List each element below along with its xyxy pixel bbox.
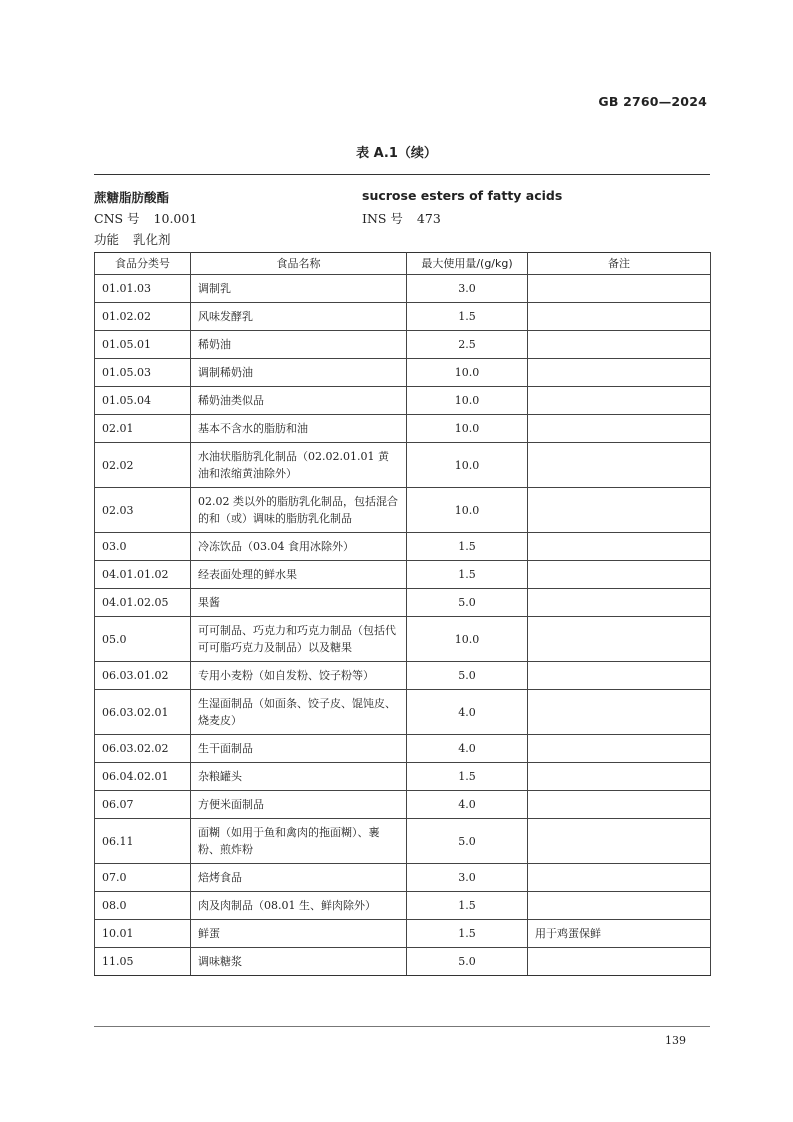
table-row: [95, 864, 711, 892]
table-row: [95, 690, 711, 735]
remarks: [528, 331, 711, 359]
table-row: [95, 617, 711, 662]
food-name: 肉及肉制品（08.01 生、鲜肉除外）: [191, 892, 407, 920]
remarks: [528, 662, 711, 690]
food-name: 基本不含水的脂肪和油: [191, 415, 407, 443]
food-name: 焙烤食品: [191, 864, 407, 892]
remarks: [528, 359, 711, 387]
food-category-code: 07.0: [95, 864, 191, 892]
food-category-code: 03.0: [95, 533, 191, 561]
max-usage: 10.0: [407, 415, 528, 443]
food-name: 果酱: [191, 589, 407, 617]
table-row: [95, 303, 711, 331]
remarks: [528, 561, 711, 589]
food-name: 风味发酵乳: [191, 303, 407, 331]
food-category-code: 10.01: [95, 920, 191, 948]
food-category-code: 06.04.02.01: [95, 763, 191, 791]
max-usage: 4.0: [407, 791, 528, 819]
cns-label: CNS 号: [94, 211, 140, 226]
table-row: [95, 735, 711, 763]
cns-value: 10.001: [153, 211, 198, 226]
header-max-usage: 最大使用量/(g/kg): [407, 253, 528, 275]
max-usage: 10.0: [407, 443, 528, 488]
table-row: [95, 561, 711, 589]
food-name: 杂粮罐头: [191, 763, 407, 791]
remarks: [528, 735, 711, 763]
food-category-code: 04.01.02.05: [95, 589, 191, 617]
food-category-code: 11.05: [95, 948, 191, 976]
additive-name-cn: 蔗糖脂肪酸酯: [94, 190, 170, 205]
table-row: [95, 763, 711, 791]
remarks: [528, 589, 711, 617]
table-row: [95, 533, 711, 561]
food-category-code: 06.03.02.01: [95, 690, 191, 735]
usage-table: [94, 252, 711, 976]
max-usage: 4.0: [407, 735, 528, 763]
max-usage: 10.0: [407, 617, 528, 662]
remarks: [528, 387, 711, 415]
food-category-code: 02.01: [95, 415, 191, 443]
max-usage: 5.0: [407, 589, 528, 617]
remarks: [528, 819, 711, 864]
max-usage: 10.0: [407, 359, 528, 387]
food-name: 调味糖浆: [191, 948, 407, 976]
food-name: 经表面处理的鲜水果: [191, 561, 407, 589]
food-category-code: 08.0: [95, 892, 191, 920]
food-category-code: 01.02.02: [95, 303, 191, 331]
max-usage: 10.0: [407, 488, 528, 533]
remarks: [528, 415, 711, 443]
food-category-code: 02.02: [95, 443, 191, 488]
max-usage: 1.5: [407, 303, 528, 331]
max-usage: 3.0: [407, 864, 528, 892]
remarks: [528, 892, 711, 920]
food-category-code: 02.03: [95, 488, 191, 533]
table-row: [95, 275, 711, 303]
food-category-code: 01.05.03: [95, 359, 191, 387]
food-category-code: 01.05.04: [95, 387, 191, 415]
remarks: 用于鸡蛋保鲜: [528, 920, 711, 948]
table-row: [95, 819, 711, 864]
table-row: [95, 387, 711, 415]
table-title: 表 A.1（续）: [356, 146, 437, 161]
max-usage: 5.0: [407, 948, 528, 976]
remarks: [528, 275, 711, 303]
food-name: 方便米面制品: [191, 791, 407, 819]
food-category-code: 01.05.01: [95, 331, 191, 359]
cns-number: [94, 209, 197, 227]
food-name: 稀奶油类似品: [191, 387, 407, 415]
additive-name-en: sucrose esters of fatty acids: [362, 188, 563, 203]
food-category-code: 05.0: [95, 617, 191, 662]
food-name: 调制稀奶油: [191, 359, 407, 387]
table-row: [95, 920, 711, 948]
food-name: 专用小麦粉（如自发粉、饺子粉等）: [191, 662, 407, 690]
remarks: [528, 763, 711, 791]
food-name: 可可制品、巧克力和巧克力制品（包括代可可脂巧克力及制品）以及糖果: [191, 617, 407, 662]
ins-value: 473: [416, 211, 441, 226]
max-usage: 4.0: [407, 690, 528, 735]
header-remarks: 备注: [528, 253, 711, 275]
table-row: [95, 589, 711, 617]
table-row: [95, 948, 711, 976]
standard-code: GB 2760—2024: [598, 94, 707, 109]
table-row: [95, 359, 711, 387]
max-usage: 5.0: [407, 819, 528, 864]
remarks: [528, 690, 711, 735]
max-usage: 10.0: [407, 387, 528, 415]
table-row: [95, 443, 711, 488]
remarks: [528, 948, 711, 976]
remarks: [528, 443, 711, 488]
food-category-code: 06.07: [95, 791, 191, 819]
max-usage: 3.0: [407, 275, 528, 303]
food-category-code: 06.11: [95, 819, 191, 864]
food-name: 冷冻饮品（03.04 食用冰除外）: [191, 533, 407, 561]
food-name: 02.02 类以外的脂肪乳化制品，包括混合的和（或）调味的脂肪乳化制品: [191, 488, 407, 533]
header-food-name: 食品名称: [191, 253, 407, 275]
food-category-code: 06.03.02.02: [95, 735, 191, 763]
food-category-code: 01.01.03: [95, 275, 191, 303]
food-name: 鲜蛋: [191, 920, 407, 948]
table-row: [95, 331, 711, 359]
remarks: [528, 303, 711, 331]
table-header-row: [95, 253, 711, 275]
max-usage: 2.5: [407, 331, 528, 359]
food-name: 调制乳: [191, 275, 407, 303]
food-category-code: 06.03.01.02: [95, 662, 191, 690]
food-name: 生干面制品: [191, 735, 407, 763]
remarks: [528, 533, 711, 561]
function-label: 功能: [94, 232, 120, 247]
food-name: 生湿面制品（如面条、饺子皮、馄饨皮、烧麦皮）: [191, 690, 407, 735]
food-category-code: 04.01.01.02: [95, 561, 191, 589]
table-row: [95, 662, 711, 690]
remarks: [528, 791, 711, 819]
page-number: 139: [665, 1034, 686, 1047]
table-row: [95, 415, 711, 443]
remarks: [528, 488, 711, 533]
max-usage: 1.5: [407, 763, 528, 791]
ins-label: INS 号: [362, 211, 403, 226]
table-row: [95, 488, 711, 533]
table-row: [95, 892, 711, 920]
max-usage: 1.5: [407, 561, 528, 589]
function-value: 乳化剂: [133, 232, 171, 247]
remarks: [528, 864, 711, 892]
table-row: [95, 791, 711, 819]
food-name: 稀奶油: [191, 331, 407, 359]
function-line: [94, 230, 171, 248]
top-rule: [94, 174, 710, 175]
ins-number: [362, 209, 441, 227]
food-name: 面糊（如用于鱼和禽肉的拖面糊）、裹粉、煎炸粉: [191, 819, 407, 864]
food-name: 水油状脂肪乳化制品（02.02.01.01 黄油和浓缩黄油除外）: [191, 443, 407, 488]
max-usage: 5.0: [407, 662, 528, 690]
header-code: 食品分类号: [95, 253, 191, 275]
max-usage: 1.5: [407, 892, 528, 920]
max-usage: 1.5: [407, 533, 528, 561]
footer-rule: [94, 1026, 710, 1027]
max-usage: 1.5: [407, 920, 528, 948]
remarks: [528, 617, 711, 662]
